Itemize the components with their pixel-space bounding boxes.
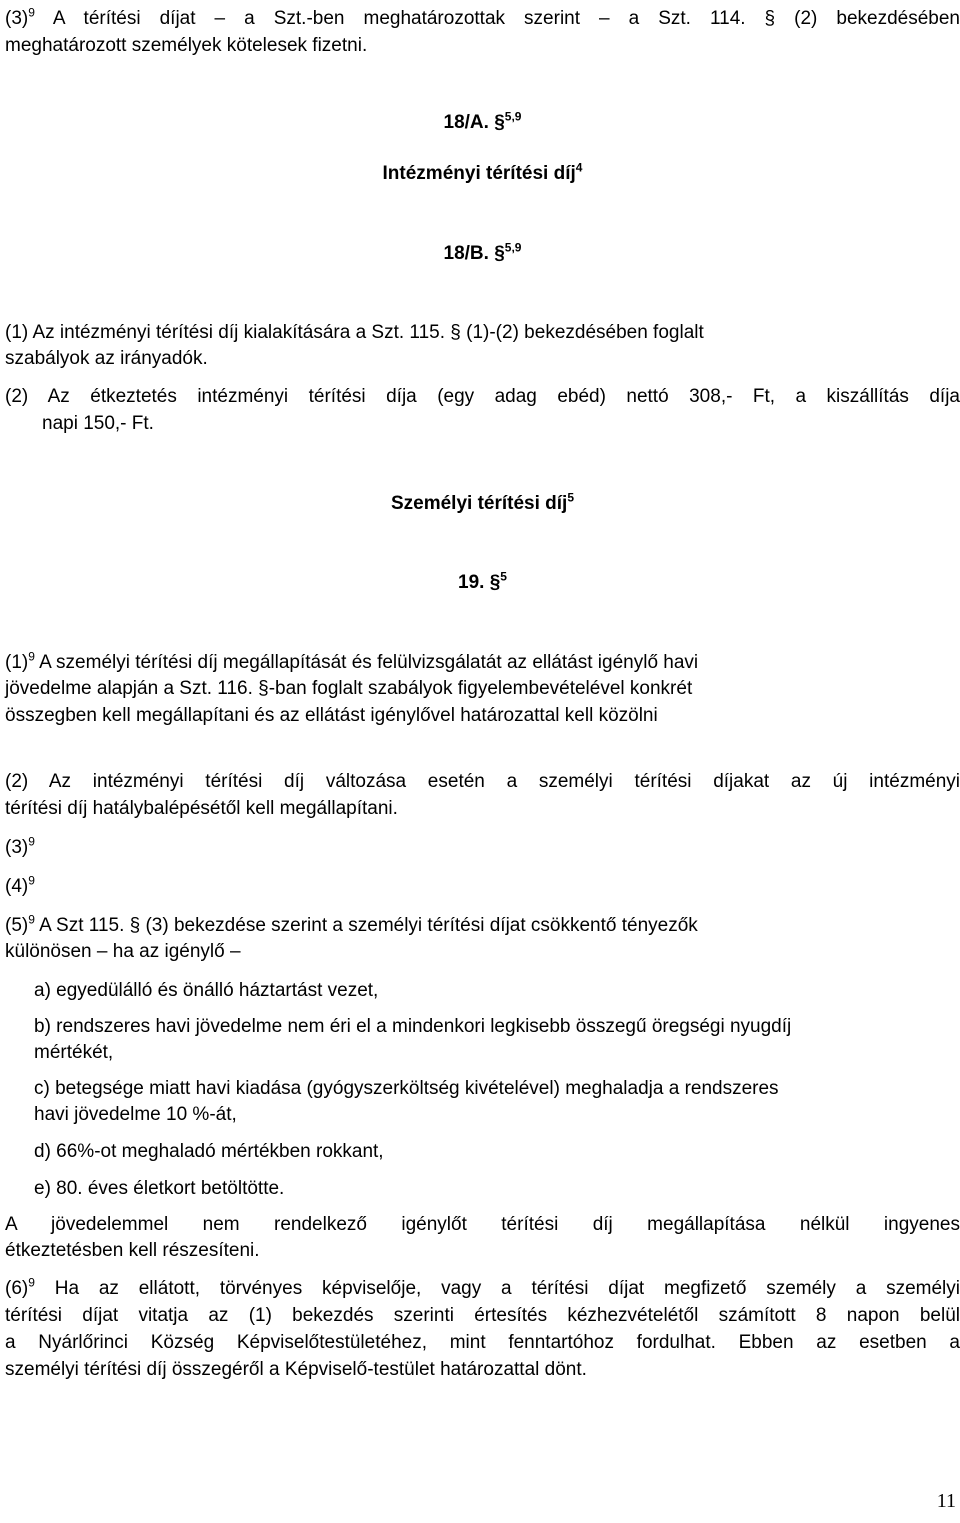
p19-4: $(4)^9$: [5, 873, 35, 897]
page-number: 11: [936, 1490, 956, 1512]
p19-6-line-3: a Nyárlőrinci Község Képviselőtestületéhez, mint fenntartóhoz fordulhat. Ebben az esetben a: [5, 1332, 960, 1353]
p19-3: $(3)^9$: [5, 834, 35, 858]
para-3-line-2: meghatározott személyek kötelesek fizetni.: [5, 35, 368, 56]
p18b1-line-1: (1) Az intézményi térítési díj kialakítására a Szt. 115. § (1)-(2) bekezdésében foglalt: [5, 322, 704, 343]
section-19-heading: 19. §$^5$: [458, 569, 507, 593]
p19-1-line-3: összegben kell megállapítani és az ellátást igénylővel határozattal kell közölni: [5, 705, 658, 726]
p-jovedelem-line-2: étkeztetésben kell részesíteni.: [5, 1240, 260, 1261]
list-item-b-line-2: mértékét,: [34, 1042, 114, 1063]
section-18b-heading: 18/B. §$^{5,9}$: [443, 240, 522, 264]
list-item-b-line-1: b) rendszeres havi jövedelme nem éri el a mindenkori legkisebb összegű öregségi nyugdíj: [34, 1016, 792, 1037]
p18b1-line-2: szabályok az irányadók.: [5, 348, 208, 369]
heading-intezmenyi: Intézményi térítési díj$^4$: [382, 160, 583, 184]
p19-5-line-2: különösen – ha az igénylő –: [5, 941, 241, 962]
p19-6-line-4: személyi térítési díj összegéről a Képviselő-testület határozattal dönt.: [5, 1359, 587, 1380]
heading-szemelyi: Személyi térítési díj$^5$: [390, 490, 575, 514]
p19-5-line-1: $(5)^9$ A Szt 115. § (3) bekezdése szerint a személyi térítési díjat csökkentő tényezők: [5, 912, 698, 936]
list-item-d: d) 66%-ot meghaladó mértékben rokkant,: [34, 1141, 384, 1162]
p19-2-line-1: (2) Az intézményi térítési díj változása esetén a személyi térítési díjakat az új intézményi: [5, 771, 960, 792]
list-item-e: e) 80. éves életkort betöltötte.: [34, 1178, 285, 1199]
p19-2-line-2: térítési díj hatálybalépésétől kell megállapítani.: [5, 798, 398, 819]
p19-1-line-1: $(1)^9$ A személyi térítési díj megállapítását és felülvizsgálatát az ellátást igénylő havi: [5, 649, 699, 673]
p18b2-line-2: napi 150,- Ft.: [42, 413, 154, 434]
p19-6-line-1: $(6)^9$ Ha az ellátott, törvényes képviselője, vagy a térítési díjat megfizető személy a személyi: [5, 1275, 960, 1299]
p19-6-line-2: térítési díjat vitatja az (1) bekezdés szerinti értesítés kézhezvételétől számított 8 napon belül: [5, 1305, 960, 1326]
p18b2-line-1: (2) Az étkeztetés intézményi térítési díja (egy adag ebéd) nettó 308,- Ft, a kiszállítás díja: [5, 386, 960, 407]
list-item-c-line-1: c) betegsége miatt havi kiadása (gyógyszerköltség kivételével) meghaladja a rendszeres: [34, 1078, 779, 1099]
p19-1-line-2: jövedelme alapján a Szt. 116. §-ban foglalt szabályok figyelembevételével konkrét: [5, 678, 693, 699]
list-item-a: a) egyedülálló és önálló háztartást vezet,: [34, 980, 379, 1001]
p-jovedelem-line-1: A jövedelemmel nem rendelkező igénylőt térítési díj megállapítása nélkül ingyenes: [5, 1214, 960, 1235]
para-3-line-1: $(3)^9$ A térítési díjat – a Szt.-ben meghatározottak szerint – a Szt. 114. § (2) bekezdésében: [5, 5, 960, 29]
list-item-c-line-2: havi jövedelme 10 %-át,: [34, 1104, 237, 1125]
section-18a-heading: 18/A. §$^{5,9}$: [443, 109, 522, 133]
